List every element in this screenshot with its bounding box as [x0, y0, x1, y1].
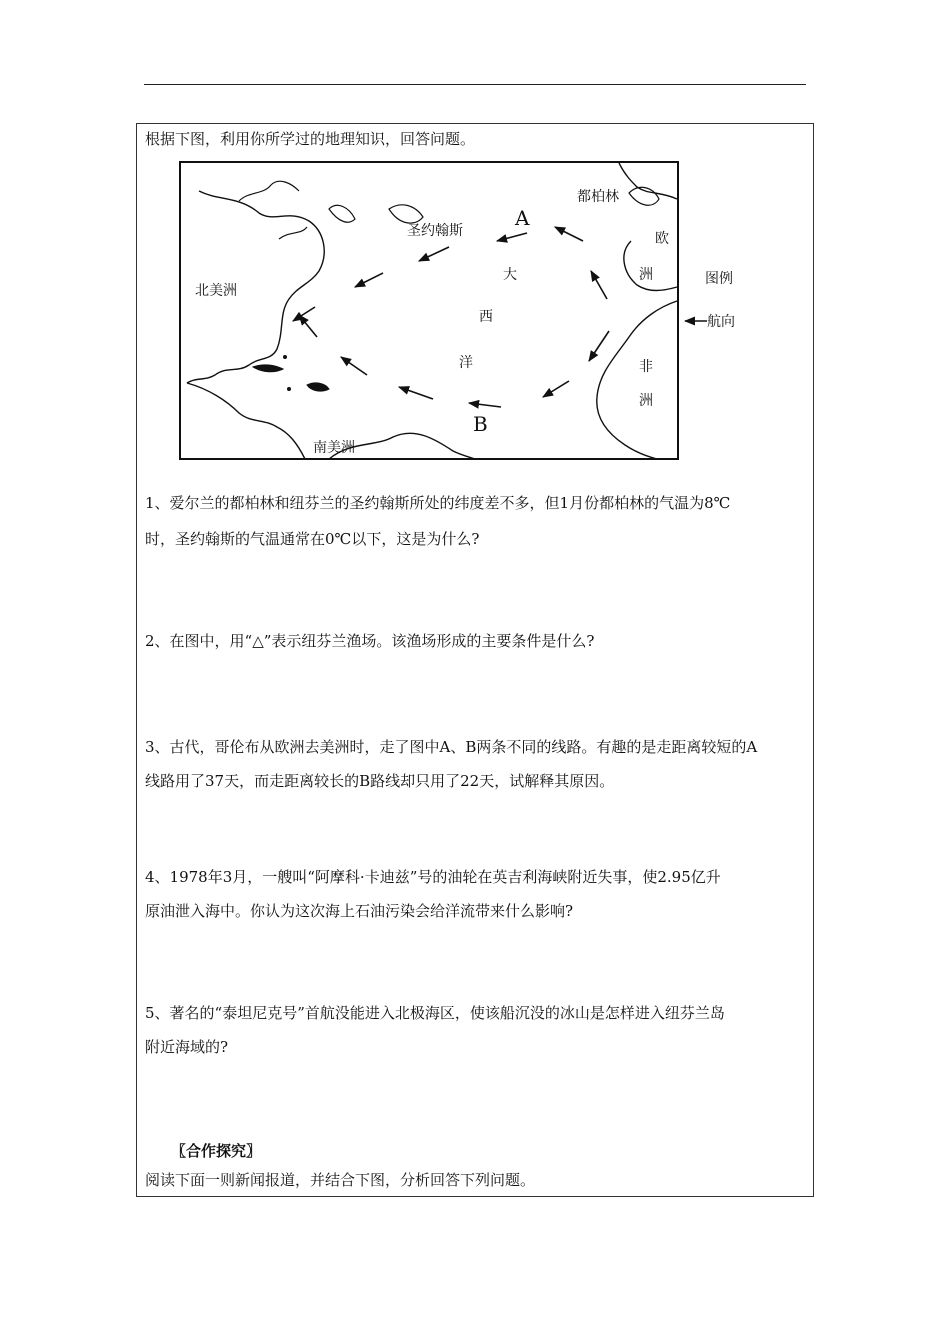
label-st-johns: 圣约翰斯 [407, 223, 463, 239]
section-title: 〖合作探究〗 [171, 1142, 262, 1160]
label-north-america: 北美洲 [195, 283, 237, 299]
map-border [180, 162, 678, 459]
label-route-b: B [473, 412, 488, 436]
label-africa-2: 洲 [639, 393, 653, 409]
label-route-a: A [515, 206, 530, 230]
label-europe-1: 欧 [655, 231, 669, 247]
label-africa-1: 非 [639, 359, 653, 375]
question-2-line-1: 2、在图中，用“△”表示纽芬兰渔场。该渔场形成的主要条件是什么? [145, 632, 595, 650]
question-3-line-1: 3、古代，哥伦布从欧洲去美洲时，走了图中A、B两条不同的线路。有趣的是走距离较短的A [145, 738, 758, 756]
label-dublin: 都柏林 [577, 189, 619, 205]
intro-text: 根据下图，利用你所学过的地理知识，回答问题。 [145, 130, 476, 148]
label-europe-2: 洲 [639, 267, 653, 283]
question-1-line-2: 时，圣约翰斯的气温通常在0℃以下，这是为什么? [145, 530, 480, 548]
question-1-line-1: 1、爱尔兰的都柏林和纽芬兰的圣约翰斯所处的纬度差不多，但1月份都柏林的气温为8℃ [145, 494, 731, 512]
label-atlantic-3: 洋 [459, 355, 473, 371]
legend-route-label: 航向 [707, 314, 735, 330]
header-rule [144, 84, 806, 85]
label-atlantic-1: 大 [503, 267, 517, 283]
question-4-line-1: 4、1978年3月，一艘叫“阿摩科·卡迪兹”号的油轮在英吉利海峡附近失事，使2.95亿升 [145, 868, 721, 886]
atlantic-map [179, 161, 779, 461]
question-3-line-2: 线路用了37天，而走距离较长的B路线却只用了22天，试解释其原因。 [145, 772, 615, 790]
worksheet-frame [136, 123, 814, 1197]
label-atlantic-2: 西 [479, 309, 493, 325]
section-text: 阅读下面一则新闻报道，并结合下图，分析回答下列问题。 [145, 1171, 536, 1189]
question-5-line-1: 5、著名的“泰坦尼克号”首航没能进入北极海区，使该船沉没的冰山是怎样进入纽芬兰岛 [145, 1004, 725, 1022]
question-4-line-2: 原油泄入海中。你认为这次海上石油污染会给洋流带来什么影响? [145, 902, 574, 920]
question-5-line-2: 附近海域的? [145, 1038, 229, 1056]
label-south-america: 南美洲 [313, 440, 355, 456]
legend-title: 图例 [705, 271, 733, 287]
